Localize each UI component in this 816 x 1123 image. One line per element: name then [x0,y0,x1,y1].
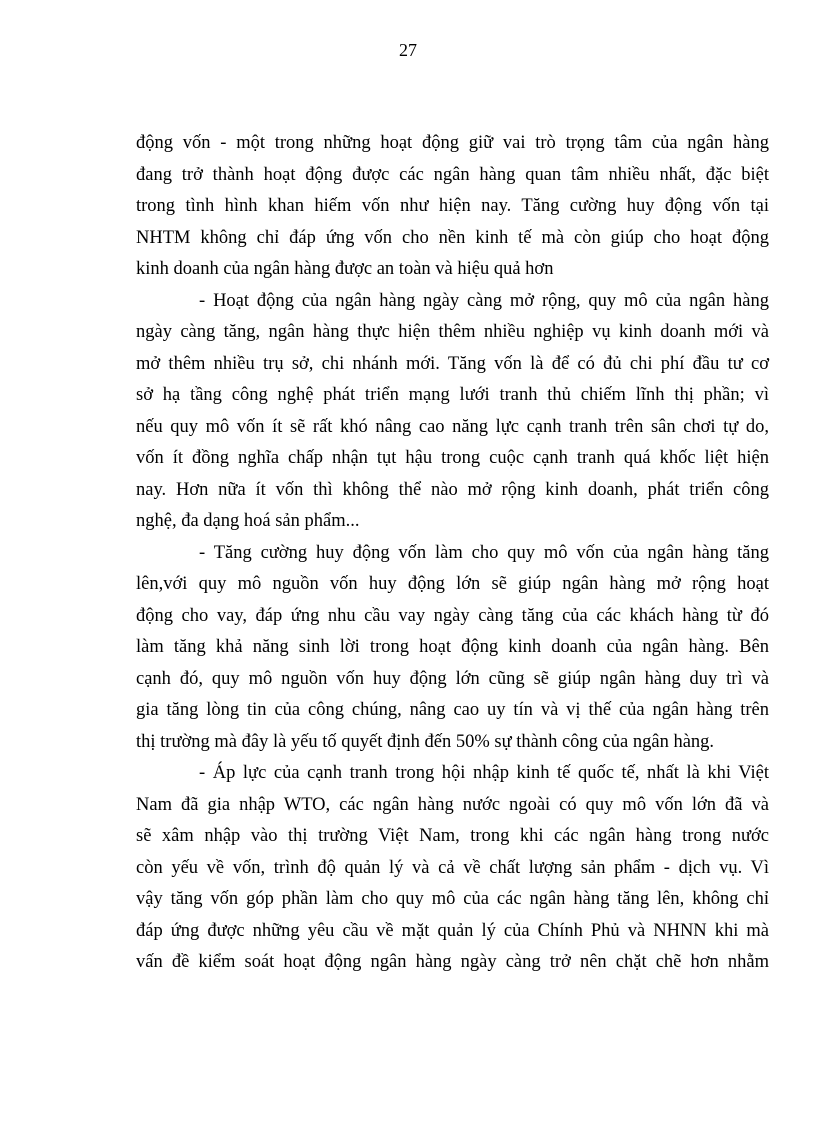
text-line: gia tăng lòng tin của công chúng, nâng cao uy tín và vị thế của ngân hàng trên [136,700,769,720]
text-line: - Hoạt động của ngân hàng ngày càng mở rộng, quy mô của ngân hàng [199,290,769,311]
text-line: ngày càng tăng, ngân hàng thực hiện thêm nhiều nghiệp vụ kinh doanh mới và [136,322,769,342]
text-line: nếu quy mô vốn ít sẽ rất khó nâng cao năng lực cạnh tranh trên sân chơi tự do, [136,416,769,437]
text-line: vốn ít đồng nghĩa chấp nhận tụt hậu trong cuộc cạnh tranh quá khốc liệt hiện [136,448,769,468]
text-line: - Áp lực của cạnh tranh trong hội nhập kinh tế quốc tế, nhất là khi Việt [199,763,769,783]
text-line: vậy tăng vốn góp phần làm cho quy mô của các ngân hàng tăng lên, không chỉ [136,889,769,909]
text-line: nghệ, đa dạng hoá sản phẩm... [136,511,360,531]
text-line: đáp ứng được những yêu cầu về mặt quản lý của Chính Phủ và NHNN khi mà [136,920,769,941]
document-body [136,128,769,979]
text-line: vấn đề kiểm soát hoạt động ngân hàng ngày càng trở nên chặt chẽ hơn nhằm [136,952,769,972]
text-line: động vốn - một trong những hoạt động giữ vai trò trọng tâm của ngân hàng [136,133,769,153]
text-line: còn yếu về vốn, trình độ quản lý và cả về chất lượng sản phẩm - dịch vụ. Vì [136,857,769,878]
text-line: trong tình hình khan hiếm vốn như hiện nay. Tăng cường huy động vốn tại [136,196,769,216]
text-line: động cho vay, đáp ứng nhu cầu vay ngày càng tăng của các khách hàng từ đó [136,605,769,626]
text-line: mở thêm nhiều trụ sở, chi nhánh mới. Tăng vốn là để có đủ chi phí đầu tư cơ [136,353,769,374]
text-line: NHTM không chỉ đáp ứng vốn cho nền kinh tế mà còn giúp cho hoạt động [136,227,769,248]
text-line: sở hạ tầng công nghệ phát triển mạng lưới tranh thủ chiếm lĩnh thị phần; vì [136,385,769,405]
text-line: đang trở thành hoạt động được các ngân hàng quan tâm nhiều nhất, đặc biệt [136,164,769,185]
text-line: nay. Hơn nữa ít vốn thì không thể nào mở rộng kinh doanh, phát triển công [136,479,769,500]
text-line: Nam đã gia nhập WTO, các ngân hàng nước ngoài có quy mô vốn lớn đã và [136,794,769,815]
text-line: lên,với quy mô nguồn vốn huy động lớn sẽ giúp ngân hàng mở rộng hoạt [136,574,769,594]
page-number: 27 [399,40,417,60]
text-line: thị trường mà đây là yếu tố quyết định đến 50% sự thành công của ngân hàng. [136,731,715,752]
text-line: cạnh đó, quy mô nguồn vốn huy động lớn cũng sẽ giúp ngân hàng duy trì và [136,668,769,689]
text-line: - Tăng cường huy động vốn làm cho quy mô vốn của ngân hàng tăng [199,542,769,563]
text-line: sẽ xâm nhập vào thị trường Việt Nam, trong khi các ngân hàng trong nước [136,826,769,846]
text-line: kinh doanh của ngân hàng được an toàn và hiệu quả hơn [136,259,554,279]
text-line: làm tăng khả năng sinh lời trong hoạt động kinh doanh của ngân hàng. Bên [136,637,769,657]
